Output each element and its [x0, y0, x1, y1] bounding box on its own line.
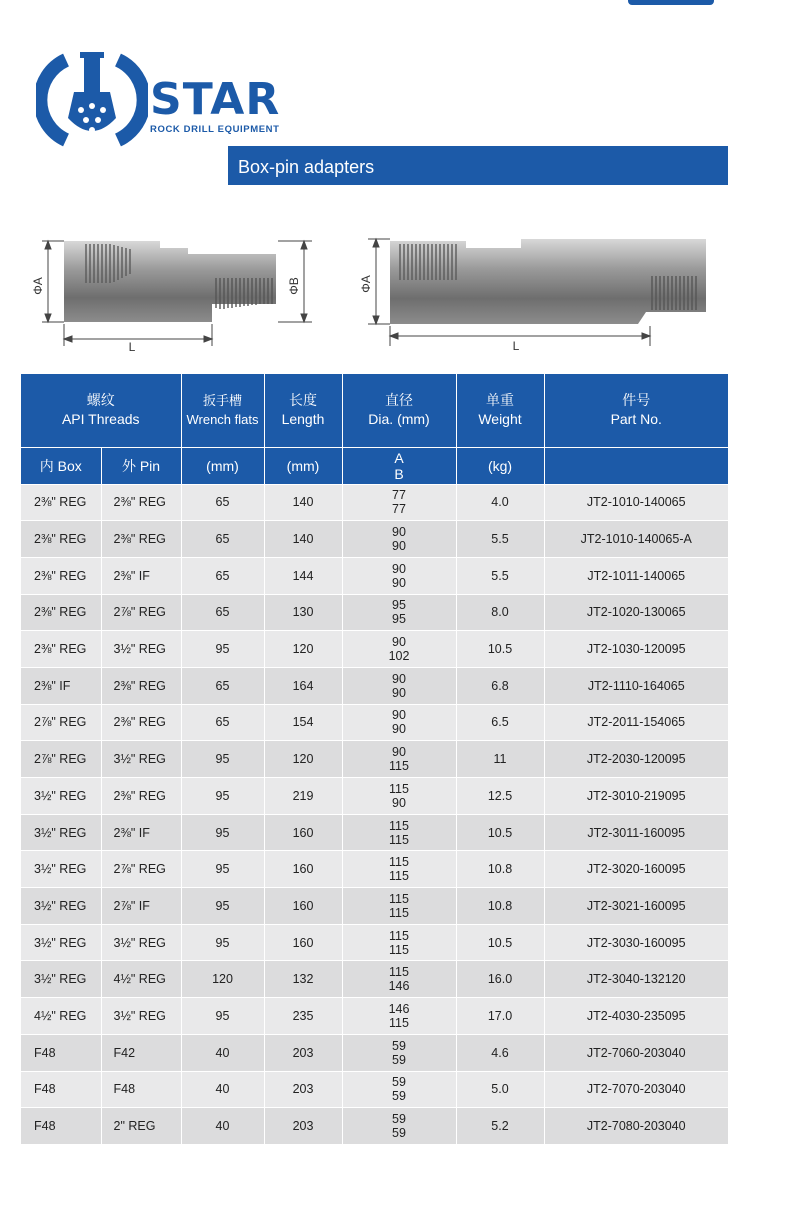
col-weight-header: [456, 374, 544, 447]
box-thread-cell: 2⅜" REG: [21, 521, 101, 558]
box-thread-cell: 3½" REG: [21, 888, 101, 925]
wrench-cell: 95: [181, 888, 264, 925]
weight-cell: 11: [456, 741, 544, 778]
weight-cell: 16.0: [456, 961, 544, 998]
wrench-cell: 65: [181, 521, 264, 558]
dia-b-value: 90: [392, 795, 406, 810]
weight-cell: 10.8: [456, 888, 544, 925]
dia-cell: [342, 521, 456, 558]
length-cell: 164: [264, 667, 342, 704]
table-row: [21, 631, 728, 668]
dia-a-value: 90: [392, 671, 406, 686]
dia-cell: [342, 741, 456, 778]
dia-cell: [342, 631, 456, 668]
pin-thread-cell: 2⅞" REG: [101, 594, 181, 631]
dia-a-value: 90: [392, 635, 406, 650]
box-thread-cell: 2⅜" REG: [21, 484, 101, 521]
length-cell: 140: [264, 521, 342, 558]
length-cell: 140: [264, 484, 342, 521]
wrench-cn-label: 扳手槽: [202, 393, 242, 409]
dia-a-value: 59: [392, 1112, 406, 1127]
weight-cell: 12.5: [456, 778, 544, 815]
weight-cell: 4.0: [456, 484, 544, 521]
pin-thread-cell: 3½" REG: [101, 631, 181, 668]
box-thread-cell: 2⅞" REG: [21, 704, 101, 741]
top-tab-decoration: [628, 0, 714, 5]
wrench-cell: 95: [181, 741, 264, 778]
length-cell: 120: [264, 631, 342, 668]
threads-en-label: API Threads: [61, 411, 140, 428]
dia-b-value: 115: [389, 759, 409, 774]
part-number-cell: JT2-1030-120095: [544, 631, 728, 668]
pin-thread-cell: 4½" REG: [101, 961, 181, 998]
dia-cn-label: 直径: [385, 392, 413, 409]
box-thread-cell: 2⅞" REG: [21, 741, 101, 778]
dia-cell: [342, 667, 456, 704]
dia-cell: [342, 1034, 456, 1071]
dia-cell: [342, 484, 456, 521]
wrench-cell: 95: [181, 924, 264, 961]
length-cell: 160: [264, 924, 342, 961]
box-thread-cell: 3½" REG: [21, 961, 101, 998]
dia-cell: [342, 778, 456, 815]
wrench-cell: 65: [181, 594, 264, 631]
weight-cell: 17.0: [456, 998, 544, 1035]
box-thread-cell: F48: [21, 1034, 101, 1071]
brand-tagline: ROCK DRILL EQUIPMENT: [150, 124, 280, 135]
weight-cell: 10.5: [456, 631, 544, 668]
part-number-cell: JT2-4030-235095: [544, 998, 728, 1035]
part-number-cell: JT2-1010-140065: [544, 484, 728, 521]
part-number-cell: JT2-3030-160095: [544, 924, 728, 961]
part-number-cell: JT2-3040-132120: [544, 961, 728, 998]
part-number-cell: JT2-3021-160095: [544, 888, 728, 925]
part-number-cell: JT2-7060-203040: [544, 1034, 728, 1071]
part-number-cell: JT2-7080-203040: [544, 1108, 728, 1145]
wrench-cell: 95: [181, 851, 264, 888]
length-cell: 154: [264, 704, 342, 741]
col-part-header: [544, 374, 728, 447]
dim-a-label: ΦA: [359, 275, 373, 293]
dim-l-label: L: [512, 339, 520, 353]
pin-thread-cell: 3½" REG: [101, 998, 181, 1035]
dia-b-value: 115: [389, 1015, 409, 1030]
dia-a-value: 59: [392, 1075, 406, 1090]
dia-cell: [342, 1108, 456, 1145]
dia-a-value: 115: [389, 781, 409, 796]
dia-a-value: 59: [392, 1038, 406, 1053]
box-thread-cell: 2⅜" REG: [21, 631, 101, 668]
col-wrench-header: [181, 374, 264, 447]
table-row: [21, 667, 728, 704]
pin-thread-cell: 2⅜" IF: [101, 557, 181, 594]
table-row: [21, 484, 728, 521]
table-row: [21, 961, 728, 998]
section-title: Box-pin adapters: [228, 146, 728, 185]
table-row: [21, 1108, 728, 1145]
length-cell: 219: [264, 778, 342, 815]
pin-thread-cell: 2⅜" REG: [101, 778, 181, 815]
length-cell: 203: [264, 1071, 342, 1108]
brand-logo: [36, 48, 296, 148]
part-subheader-empty: [544, 447, 728, 484]
table-row: [21, 704, 728, 741]
pin-subheader: 外 Pin: [101, 447, 181, 484]
table-body: [21, 484, 728, 1144]
col-length-header: [264, 374, 342, 447]
part-number-cell: JT2-1020-130065: [544, 594, 728, 631]
length-cell: 144: [264, 557, 342, 594]
weight-cell: 10.5: [456, 924, 544, 961]
pin-thread-cell: 2⅜" IF: [101, 814, 181, 851]
table-row: [21, 557, 728, 594]
dia-b-value: 95: [392, 612, 406, 627]
wrench-cell: 65: [181, 704, 264, 741]
weight-cell: 10.5: [456, 814, 544, 851]
part-en-label: Part No.: [610, 411, 662, 428]
dia-cell: [342, 814, 456, 851]
weight-cell: 5.2: [456, 1108, 544, 1145]
length-cell: 203: [264, 1034, 342, 1071]
weight-cn-label: 单重: [486, 392, 514, 409]
pin-thread-cell: 2⅞" IF: [101, 888, 181, 925]
dia-cell: [342, 961, 456, 998]
part-number-cell: JT2-3010-219095: [544, 778, 728, 815]
wrench-cell: 95: [181, 631, 264, 668]
pin-thread-cell: F48: [101, 1071, 181, 1108]
dia-cell: [342, 557, 456, 594]
weight-cell: 5.0: [456, 1071, 544, 1108]
pin-thread-cell: F42: [101, 1034, 181, 1071]
length-cell: 160: [264, 888, 342, 925]
box-subheader: 内 Box: [21, 447, 101, 484]
box-box-diagram: [356, 228, 716, 353]
weight-cell: 6.8: [456, 667, 544, 704]
length-cell: 120: [264, 741, 342, 778]
table-row: [21, 521, 728, 558]
dia-cell: [342, 704, 456, 741]
box-thread-cell: 2⅜" REG: [21, 594, 101, 631]
dia-b-value: 146: [388, 979, 410, 994]
dia-a-value: 115: [389, 965, 409, 980]
dia-b-label: B: [394, 465, 404, 482]
weight-en-label: Weight: [478, 411, 522, 428]
dia-a-value: 95: [392, 598, 406, 613]
dia-b-value: 59: [392, 1126, 406, 1141]
part-number-cell: JT2-1110-164065: [544, 667, 728, 704]
table-row: [21, 778, 728, 815]
dia-a-value: 115: [389, 818, 409, 833]
wrench-cell: 40: [181, 1034, 264, 1071]
dia-b-value: 90: [392, 539, 406, 554]
spec-table: [21, 374, 728, 1144]
dia-cell: [342, 851, 456, 888]
length-unit: (mm): [264, 447, 342, 484]
pin-thread-cell: 3½" REG: [101, 741, 181, 778]
length-cell: 203: [264, 1108, 342, 1145]
table-row: [21, 851, 728, 888]
wrench-cell: 120: [181, 961, 264, 998]
part-number-cell: JT2-7070-203040: [544, 1071, 728, 1108]
dia-cell: [342, 924, 456, 961]
part-number-cell: JT2-2011-154065: [544, 704, 728, 741]
box-thread-cell: 2⅜" IF: [21, 667, 101, 704]
dia-b-value: 115: [389, 905, 409, 920]
dia-cell: [342, 888, 456, 925]
table-row: [21, 1071, 728, 1108]
weight-unit: (kg): [456, 447, 544, 484]
pin-thread-cell: 2⅜" REG: [101, 521, 181, 558]
table-row: [21, 741, 728, 778]
wrench-cell: 40: [181, 1071, 264, 1108]
table-row: [21, 1034, 728, 1071]
table-row: [21, 814, 728, 851]
wrench-cell: 65: [181, 484, 264, 521]
table-row: [21, 998, 728, 1035]
weight-cell: 5.5: [456, 521, 544, 558]
col-dia-header: [342, 374, 456, 447]
box-thread-cell: 3½" REG: [21, 924, 101, 961]
table-subheader-row: [21, 447, 728, 484]
length-cell: 160: [264, 851, 342, 888]
length-en-label: Length: [281, 411, 325, 428]
wrench-cell: 95: [181, 814, 264, 851]
pin-thread-cell: 2" REG: [101, 1108, 181, 1145]
dia-a-value: 90: [392, 561, 406, 576]
pin-thread-cell: 2⅜" REG: [101, 704, 181, 741]
pin-thread-cell: 2⅜" REG: [101, 484, 181, 521]
dia-en-label: Dia. (mm): [368, 411, 430, 428]
wrench-cell: 65: [181, 667, 264, 704]
part-number-cell: JT2-1011-140065: [544, 557, 728, 594]
part-number-cell: JT2-2030-120095: [544, 741, 728, 778]
dia-cell: [342, 998, 456, 1035]
dia-a-value: 90: [392, 525, 406, 540]
dia-a-value: 115: [389, 891, 409, 906]
box-thread-cell: 3½" REG: [21, 851, 101, 888]
dia-b-value: 115: [389, 832, 409, 847]
box-pin-diagram: [30, 228, 330, 353]
length-cell: 160: [264, 814, 342, 851]
part-number-cell: JT2-1010-140065-A: [544, 521, 728, 558]
length-cell: 130: [264, 594, 342, 631]
length-cn-label: 长度: [289, 392, 317, 409]
table-row: [21, 924, 728, 961]
box-thread-cell: F48: [21, 1108, 101, 1145]
box-thread-cell: 2⅜" REG: [21, 557, 101, 594]
dia-a-value: 90: [392, 708, 406, 723]
drill-bit-logo-icon: [36, 48, 148, 148]
dim-l-label: L: [128, 340, 136, 353]
dia-a-value: 146: [388, 1001, 410, 1016]
dia-b-value: 102: [388, 649, 410, 664]
dia-b-value: 115: [389, 942, 409, 957]
dim-a-label: ΦA: [31, 277, 45, 295]
pin-thread-cell: 3½" REG: [101, 924, 181, 961]
dia-a-label: A: [394, 449, 404, 466]
threads-cn-label: 螺纹: [86, 392, 115, 409]
pin-thread-cell: 2⅞" REG: [101, 851, 181, 888]
dia-b-value: 90: [392, 575, 406, 590]
dim-b-label: ΦB: [287, 277, 301, 295]
brand-name: STAR: [150, 74, 281, 125]
length-cell: 235: [264, 998, 342, 1035]
table-row: [21, 888, 728, 925]
length-cell: 132: [264, 961, 342, 998]
wrench-cell: 65: [181, 557, 264, 594]
wrench-cell: 40: [181, 1108, 264, 1145]
dia-cell: [342, 1071, 456, 1108]
col-threads-header: [21, 374, 181, 447]
wrench-cell: 95: [181, 778, 264, 815]
dia-b-value: 115: [389, 869, 409, 884]
wrench-en-label: Wrench flats: [186, 412, 259, 428]
wrench-cell: 95: [181, 998, 264, 1035]
weight-cell: 5.5: [456, 557, 544, 594]
dia-a-value: 115: [389, 855, 409, 870]
box-thread-cell: 3½" REG: [21, 778, 101, 815]
box-thread-cell: 3½" REG: [21, 814, 101, 851]
pin-thread-cell: 2⅜" REG: [101, 667, 181, 704]
dia-b-value: 90: [392, 722, 406, 737]
dia-a-value: 115: [389, 928, 409, 943]
dia-ab-subheader: [342, 447, 456, 484]
table-row: [21, 594, 728, 631]
part-number-cell: JT2-3011-160095: [544, 814, 728, 851]
part-cn-label: 件号: [622, 392, 651, 409]
part-number-cell: JT2-3020-160095: [544, 851, 728, 888]
table-header-row: [21, 374, 728, 447]
dia-b-value: 59: [392, 1089, 406, 1104]
box-thread-cell: 4½" REG: [21, 998, 101, 1035]
dia-a-value: 90: [392, 745, 406, 760]
weight-cell: 10.8: [456, 851, 544, 888]
dia-a-value: 77: [392, 488, 406, 503]
wrench-unit: (mm): [181, 447, 264, 484]
dia-cell: [342, 594, 456, 631]
weight-cell: 8.0: [456, 594, 544, 631]
dia-b-value: 77: [392, 502, 406, 517]
weight-cell: 4.6: [456, 1034, 544, 1071]
dia-b-value: 59: [392, 1052, 406, 1067]
box-thread-cell: F48: [21, 1071, 101, 1108]
dia-b-value: 90: [392, 685, 406, 700]
weight-cell: 6.5: [456, 704, 544, 741]
